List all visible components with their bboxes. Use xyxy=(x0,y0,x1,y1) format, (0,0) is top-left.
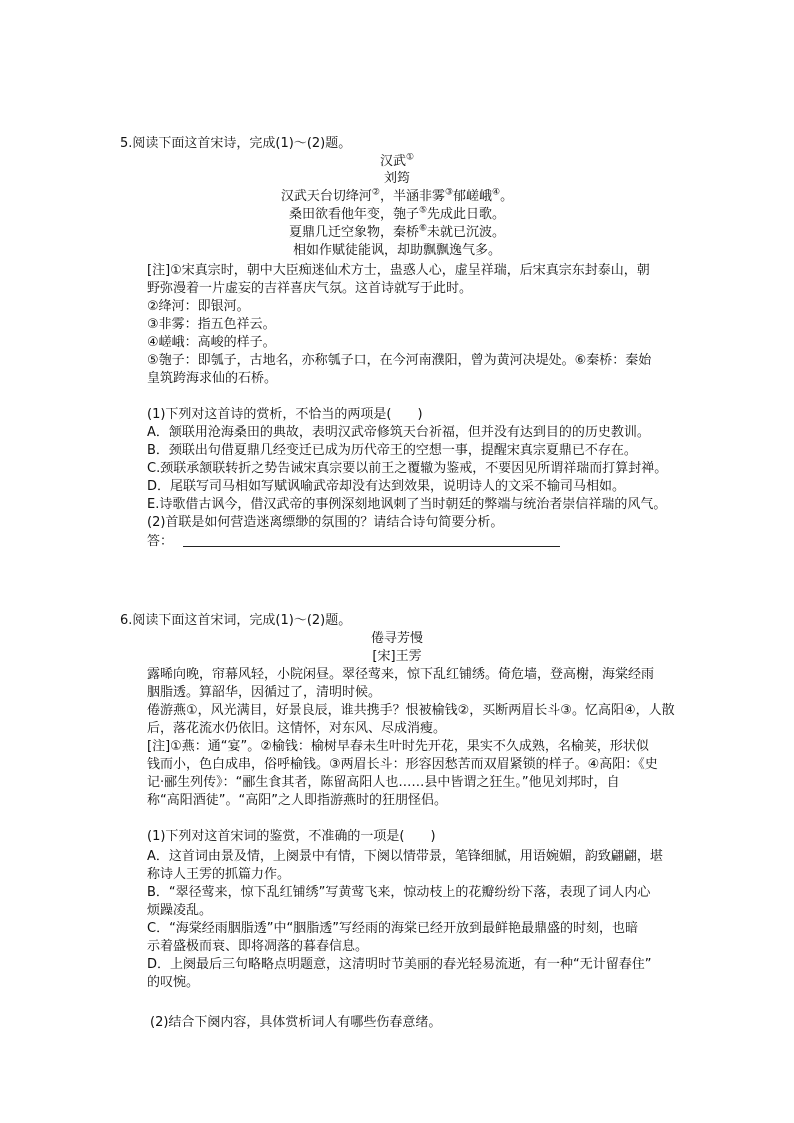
poem-text: 夏鼎几迁空象物，秦桥 xyxy=(288,225,419,240)
q5-option-a: A．颔联用沧海桑田的典故，表明汉武帝修筑天台祈福，但并没有达到目的的历史教训。 xyxy=(147,425,650,440)
q6-option-a-cont: 称诗人王雱的抓篇力作。 xyxy=(147,867,291,882)
poem-text: ，半涵非雾 xyxy=(379,189,445,204)
q5-poem-title-line xyxy=(0,153,794,171)
q5-note-line: ⑤匏子：即瓠子，古地名，亦称瓠子口，在今河南濮阳，曾为黄河决堤处。⑥秦桥：秦始 xyxy=(147,353,652,368)
q6-sub1-prompt: (1)下列对这首宋词的鉴赏，不准确的一项是( ) xyxy=(147,829,436,844)
q5-note-line: 皇筑跨海求仙的石桥。 xyxy=(147,371,278,386)
note-mark: ④ xyxy=(492,187,501,198)
q5-option-c: C.颈联承颔联转折之势告诫宋真宗要以前王之覆辙为鉴戒，不要因见所谓祥瑞而打算封禅。 xyxy=(147,461,668,476)
q6-note-line: 称“高阳酒徒”。“高阳”之人即指游燕时的狂朋怪侣。 xyxy=(147,793,447,808)
poem-text: 郁嵯峨 xyxy=(453,189,493,204)
note-mark: ③ xyxy=(444,187,454,198)
poem-text: 未就已沉波。 xyxy=(427,225,506,240)
q6-lyric-line: 露晞向晚，帘幕风轻，小院闲昼。翠径莺来，惊下乱红铺绣。倚危墙，登高榭，海棠经雨 xyxy=(147,667,655,682)
q5-sub1-prompt: (1)下列对这首诗的赏析，不恰当的两项是( ) xyxy=(147,407,423,422)
q6-option-d: D．上阕最后三句略略点明题意，这清明时节美丽的春光轻易流逝，有一种“无计留春住” xyxy=(147,957,652,972)
q5-option-d: D．尾联写司马相如写赋讽喻武帝却没有达到效果，说明诗人的文采不输司马相如。 xyxy=(147,479,626,494)
q5-answer-label: 答： xyxy=(147,534,174,549)
q5-answer-blank[interactable] xyxy=(183,546,560,547)
poem-text: 。 xyxy=(500,189,514,204)
q5-note-line: ②绛河：即银河。 xyxy=(147,299,250,314)
q6-note-line: 记·郦生列传》：“郦生食其者，陈留高阳人也……县中皆谓之狂生。”他见刘邦时，自 xyxy=(147,775,620,790)
q5-title-note-mark: ① xyxy=(405,152,415,163)
q6-intro: 6.阅读下面这首宋词，完成(1)～(2)题。 xyxy=(120,613,352,628)
q5-sub2-prompt: (2)首联是如何营造迷离缥缈的氛围的？请结合诗句简要分析。 xyxy=(147,515,504,530)
note-mark: ⑤ xyxy=(418,205,428,216)
q5-poem-line-3 xyxy=(0,224,794,242)
poem-text: 相如作赋徒能讽，却助飘飘逸气多。 xyxy=(292,243,501,258)
q5-note-line: 野弥漫着一片虚妄的吉祥喜庆气氛。这首诗就写于此时。 xyxy=(147,281,473,296)
q5-option-e: E.诗歌借古讽今，借汉武帝的事例深刻地讽刺了当时朝廷的弊端与统治者崇信祥瑞的风气。 xyxy=(147,497,667,512)
poem-text: 先成此日歌。 xyxy=(427,207,506,222)
poem-text: 桑田欲看他年变，匏子 xyxy=(288,207,419,222)
q6-option-d-cont: 的叹惋。 xyxy=(147,975,200,990)
q5-poem-line-2 xyxy=(0,206,794,224)
q6-option-c: C．“海棠经雨胭脂透”中“胭脂透”写经雨的海棠已经开放到最鲜艳最鼎盛的时刻，也暗 xyxy=(147,921,639,936)
q6-option-a: A．这首词由景及情，上阕景中有情，下阕以情带景，笔锋细腻，用语婉媚，韵致翩翩，堪 xyxy=(147,849,663,864)
q6-note-line: 钱而小，色白成串，俗呼榆钱。③两眉长斗：形容因愁苦而双眉紧锁的样子。④高阳：《史 xyxy=(147,757,658,772)
note-mark: ② xyxy=(371,187,380,198)
q6-lyric-title: 倦寻芳慢 xyxy=(370,631,423,646)
q5-poem-line-1 xyxy=(0,188,794,206)
q6-sub2-prompt: (2)结合下阕内容，具体赏析词人有哪些伤春意绪。 xyxy=(150,1015,442,1030)
q5-note-line: [注]①宋真宗时，朝中大臣痴迷仙术方士，蛊惑人心，虚呈祥瑞，后宋真宗东封泰山，朝 xyxy=(147,263,650,278)
poem-text: 汉武天台切绛河 xyxy=(280,189,372,204)
q6-option-b: B．“翠径莺来，惊下乱红铺绣”写黄莺飞来，惊动枝上的花瓣纷纷下落，表现了词人内心 xyxy=(147,885,651,900)
q5-note-line: ③非雾：指五色祥云。 xyxy=(147,317,276,332)
q5-intro: 5.阅读下面这首宋诗，完成(1)～(2)题。 xyxy=(120,136,352,151)
q5-poem-title: 汉武 xyxy=(379,154,406,169)
q6-lyric-line: 后，落花流水仍依旧。这情怀，对东风、尽成消瘦。 xyxy=(147,721,447,736)
q6-option-c-cont: 示着盛极而衰、即将凋落的暮春信息。 xyxy=(147,939,369,954)
q5-option-b: B．颈联出句借夏鼎几经变迁已成为历代帝王的空想一事，提醒宋真宗夏鼎已不存在。 xyxy=(147,443,637,458)
q6-lyric-line: 倦游燕①，风光满目，好景良辰，谁共携手？恨被榆钱②，买断两眉长斗③。忆高阳④，人散 xyxy=(147,703,675,718)
q5-poem-line-4 xyxy=(0,242,794,260)
q6-lyric-author: [宋]王雱 xyxy=(372,649,422,664)
note-mark: ⑥ xyxy=(418,223,428,234)
q6-lyric-line: 胭脂透。算韶华，因循过了，清明时候。 xyxy=(147,685,382,700)
q6-note-line: [注]①燕：通“宴”。②榆钱：榆树早春未生叶时先开花，果实不久成熟，名榆荚，形状似 xyxy=(147,739,649,754)
q6-option-b-cont: 烦躁凌乱。 xyxy=(147,903,213,918)
q5-note-line: ④嵯峨：高峻的样子。 xyxy=(147,335,276,350)
q5-poem-author: 刘筠 xyxy=(383,171,410,186)
